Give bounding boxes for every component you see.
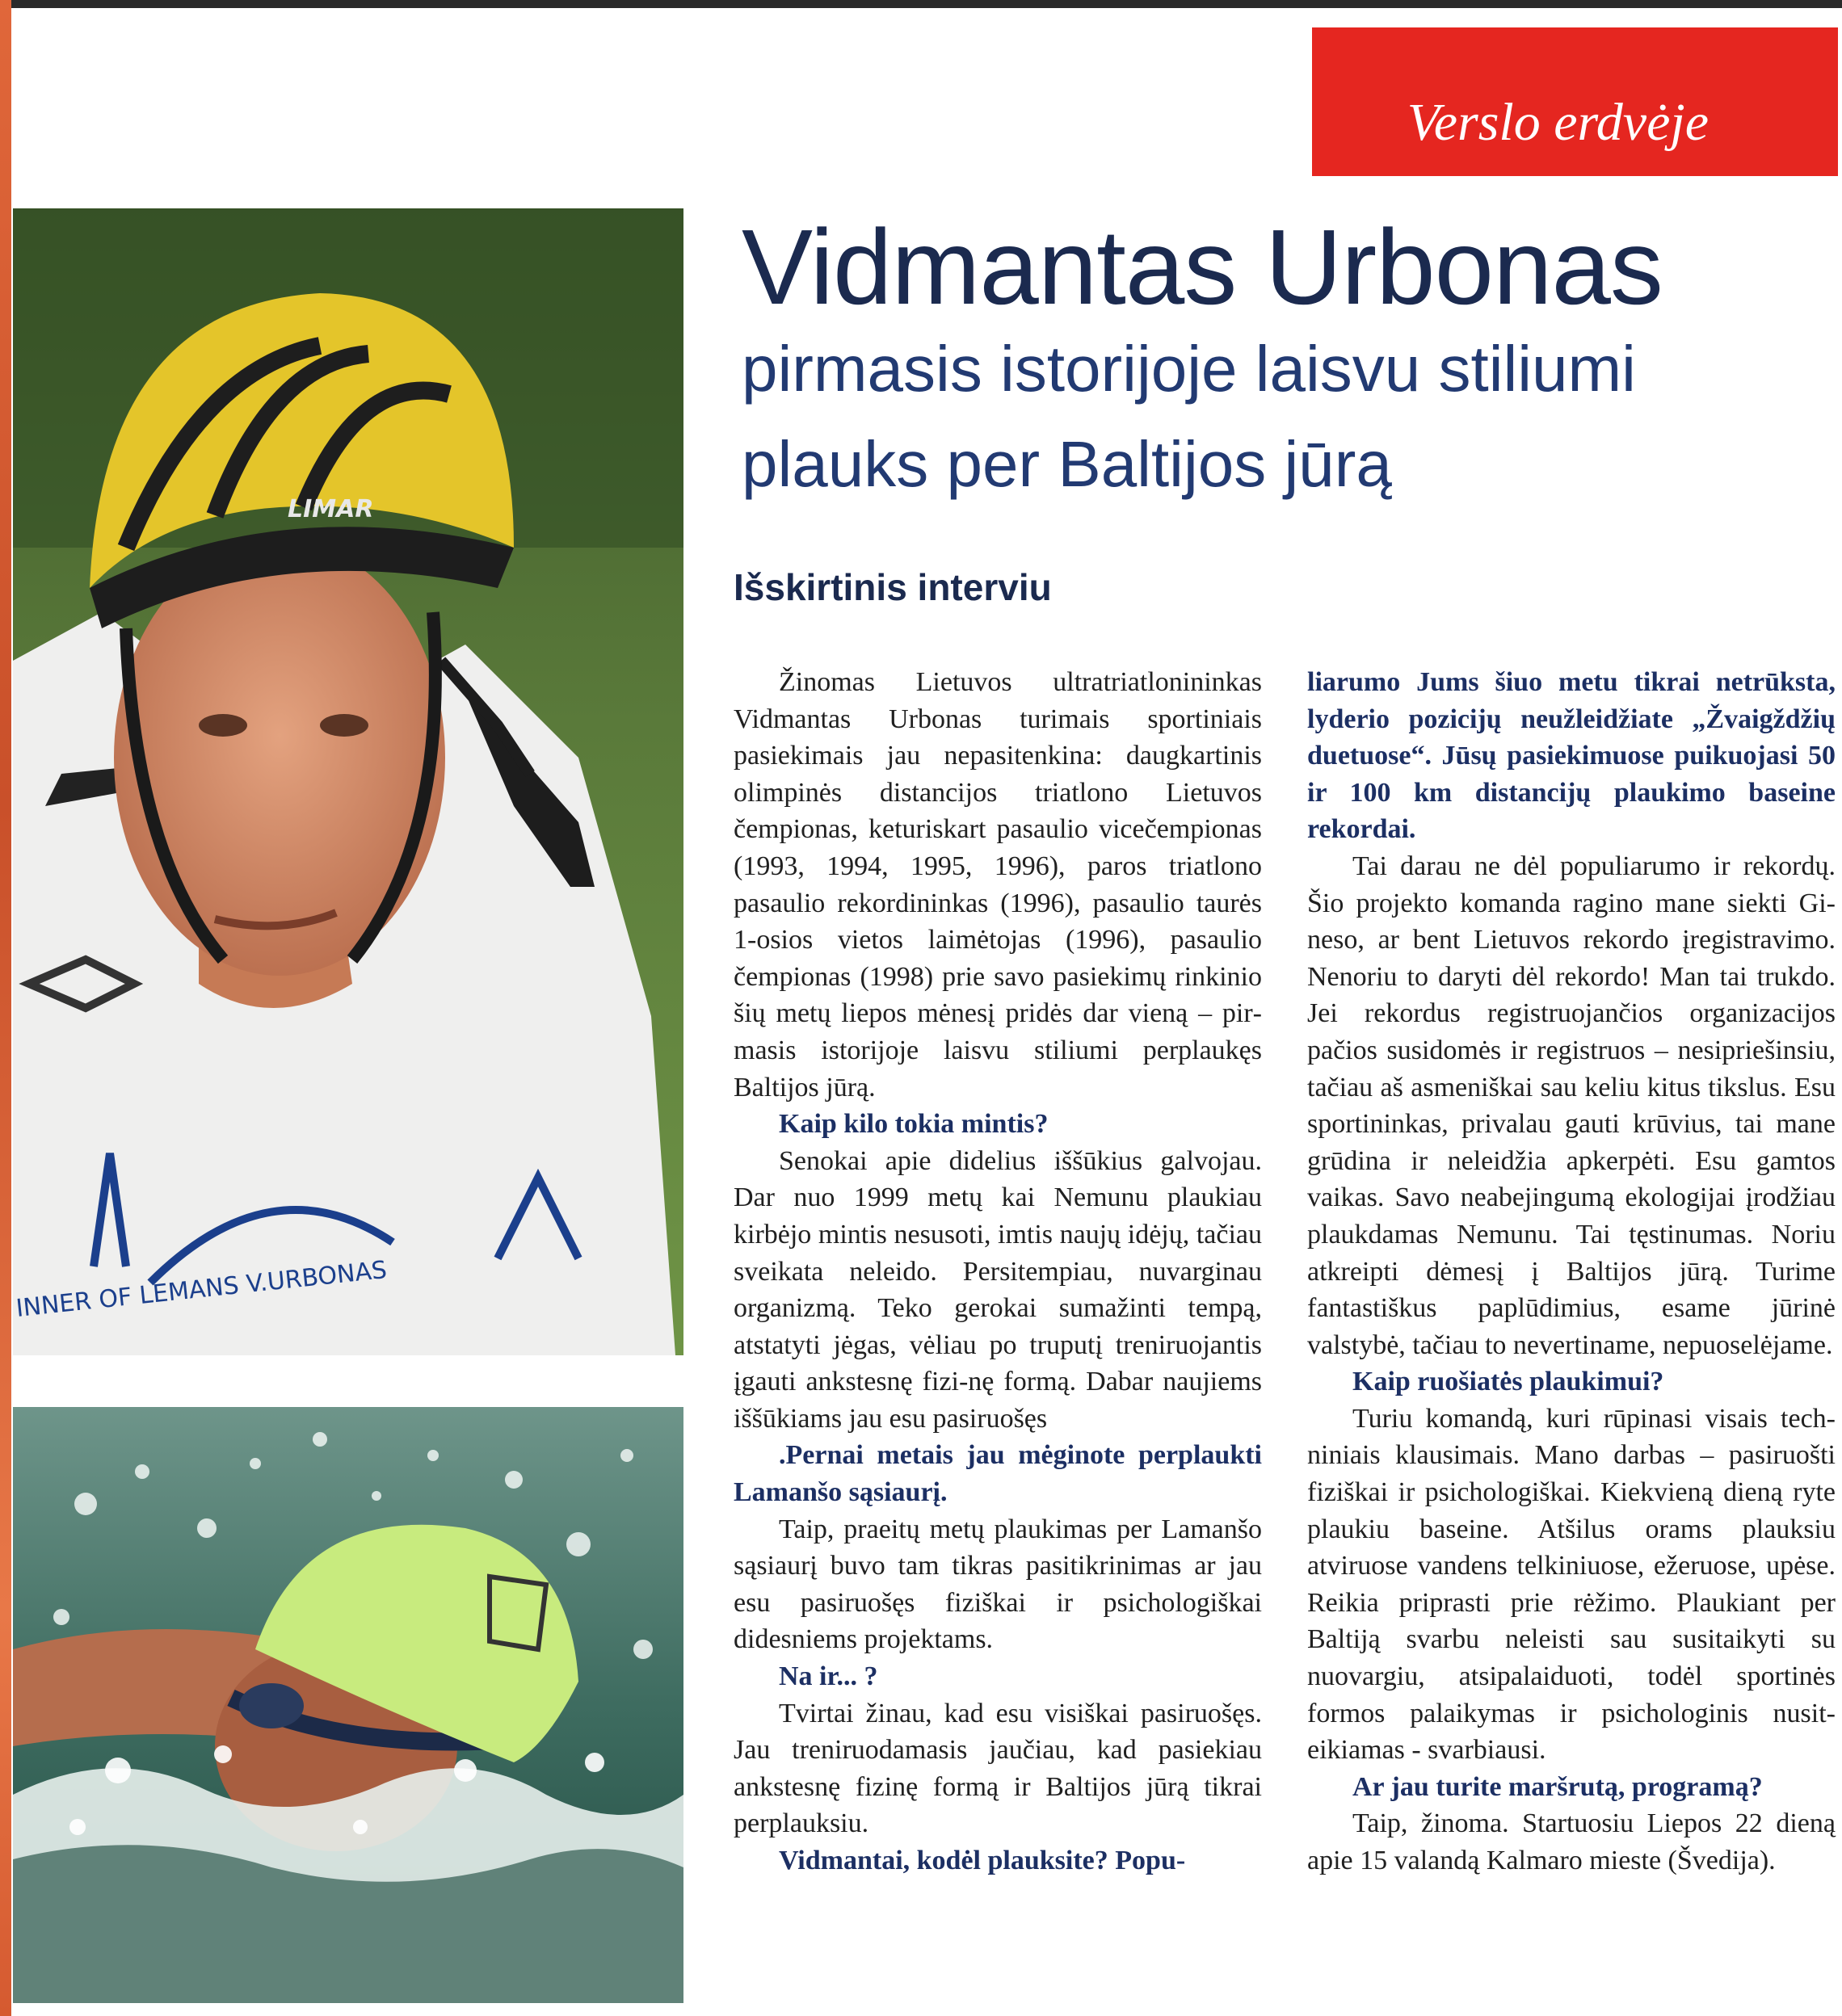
top-border: [0, 0, 1842, 8]
article-title: Vidmantas Urbonas: [742, 208, 1663, 326]
section-label: Verslo erdvėje: [1407, 93, 1709, 152]
interview-question: Kaip kilo tokia mintis?: [779, 1109, 1049, 1140]
interview-question: Na ir... ?: [779, 1661, 878, 1692]
paragraph: Tvirtai žinau, kad esu visiškai pasiruošęs. Jau treniruodamasis jaučiau, kad pasiekiau ankstesnę fizinę formą ir Baltijos jūrą tikrai perplauksiu.: [734, 1698, 1262, 1839]
subtitle-line: pirmasis istorijoje laisvu stiliumi: [742, 333, 1636, 405]
article-subtitle: [742, 321, 1816, 512]
paragraph: Tai darau ne dėl populiarumo ir rekordų. Šio projekto komanda ragino mane siekti Gineso, ar bent Lietuvos rekordo įregistravimo. Nenoriu to daryti dėl rekordo! Man tai trukdo. Jei rekordus registruojančios organizacijos pačios susidomės ir registruos – nesipriešinsiu, tačiau aš asmeniškai sau keliu kitus tikslus. Esu sportininkas, privalau gauti krūvius, tai mane grūdina ir neleidžia apkerpėti. Esu gamtos vaikas. Savo neabejingumą ekologijai įrodžiau plaukdamas Nemunu. Tai tęstinumas. Noriu atkreipti dėmesį į Baltijos jūrą. Turime fantastiškus paplūdimius, esame jūrinė valstybė, tačiau to nevertiname, nepuoselėjame.: [1307, 850, 1836, 1360]
interview-question: Kaip ruošiatės plaukimui?: [1352, 1367, 1664, 1397]
subtitle-line: plauks per Baltijos jūrą: [742, 428, 1392, 500]
article-column-1: [734, 664, 1262, 1880]
page-edge-strip: [0, 0, 11, 2016]
interview-question: .Pernai metais jau mėginote perplaukti Lamanšo sąsiaurį.: [734, 1440, 1262, 1508]
interview-kicker: Išskirtinis interviu: [734, 566, 1052, 608]
paragraph: Turiu komandą, kuri rūpinasi visais techniniais klausimais. Mano darbas – pasiruošti fiziškai ir psichologiškai. Kiekvieną dieną ryte plaukiu baseine. Atšilus orams plauksiu atviruose vandens telkiniuose, ežeruose, upėse. Reikia priprasti prie rėžimo. Plaukiant per Baltiją svarbu neleisti sau susitaikyti su nuovargiu, atsipalaiduoti, todėl sportinės formos palaikymas ir psichologinis nusiteikiamas - svarbiausi.: [1307, 1403, 1836, 1766]
helmet-logo: LIMAR: [288, 495, 374, 523]
interview-question: Ar jau turite maršrutą, programą?: [1352, 1771, 1763, 1802]
interview-question-continued: liarumo Jums šiuo metu tikrai netrūksta, lyderio pozicijų neužleidžiate „Žvaigždžių duetuose“. Jūsų pasiekimuose puikuojasi 50 ir 100 km distancijų plaukimo baseine rekordai.: [1307, 667, 1836, 845]
shirt-print: INNER OF LEMANS V.URBONAS: [15, 1255, 389, 1323]
paragraph: Senokai apie didelius iššūkius galvojau. Dar nuo 1999 metų kai Nemunu plaukiau kirbėjo mintis nesusoti, imtis naujų idėjų, tačiau sveikata neleido. Persitempiau, nuvarginau organizmą. Teko gerokai sumažinti tempą, atstatyti jėgas, vėliau po truputį treniruojantis įgauti ankstesnę fizi-nę formą. Dabar naujiems iššūkiams jau esu pasiruošęs: [734, 1145, 1262, 1434]
paragraph: Taip, žinoma. Startuosiu Liepos 22 dieną apie 15 valandą Kalmaro mieste (Švedija).: [1307, 1808, 1836, 1875]
interview-question: Vidmantai, kodėl plauksite? Popu-: [779, 1846, 1186, 1875]
paragraph: Taip, praeitų metų plaukimas per Lamanšo sąsiaurį buvo tam tikras pasitikrinimas ar jau esu pasiruošęs fiziškai ir psichologiškai didesniems projektams.: [734, 1514, 1262, 1655]
article-column-2: [1307, 664, 1836, 1880]
section-tab: [1312, 27, 1838, 176]
swimmer-photo: [13, 1407, 683, 2003]
paragraph: Žinomas Lietuvos ultratriatlonininkas Vidmantas Urbonas turimais sportiniais pasiekimais jau nepasitenkina: daugkartinis olimpinės distancijos triatlono Lietuvos čempionas, keturiskart pasaulio vicečempionas (1993, 1994, 1995, 1996), paros triatlono pasaulio rekordininkas (1996), pasaulio taurės 1-osios vietos laimėtojas (1996), pasaulio čempionas (1998) prie savo pasiekimų rinkinio šių metų liepos mėnesį pridės dar vieną – pirmasis istorijoje laisvu stiliumi perplaukęs Baltijos jūrą.: [734, 667, 1262, 1102]
cyclist-photo: [13, 208, 683, 1355]
